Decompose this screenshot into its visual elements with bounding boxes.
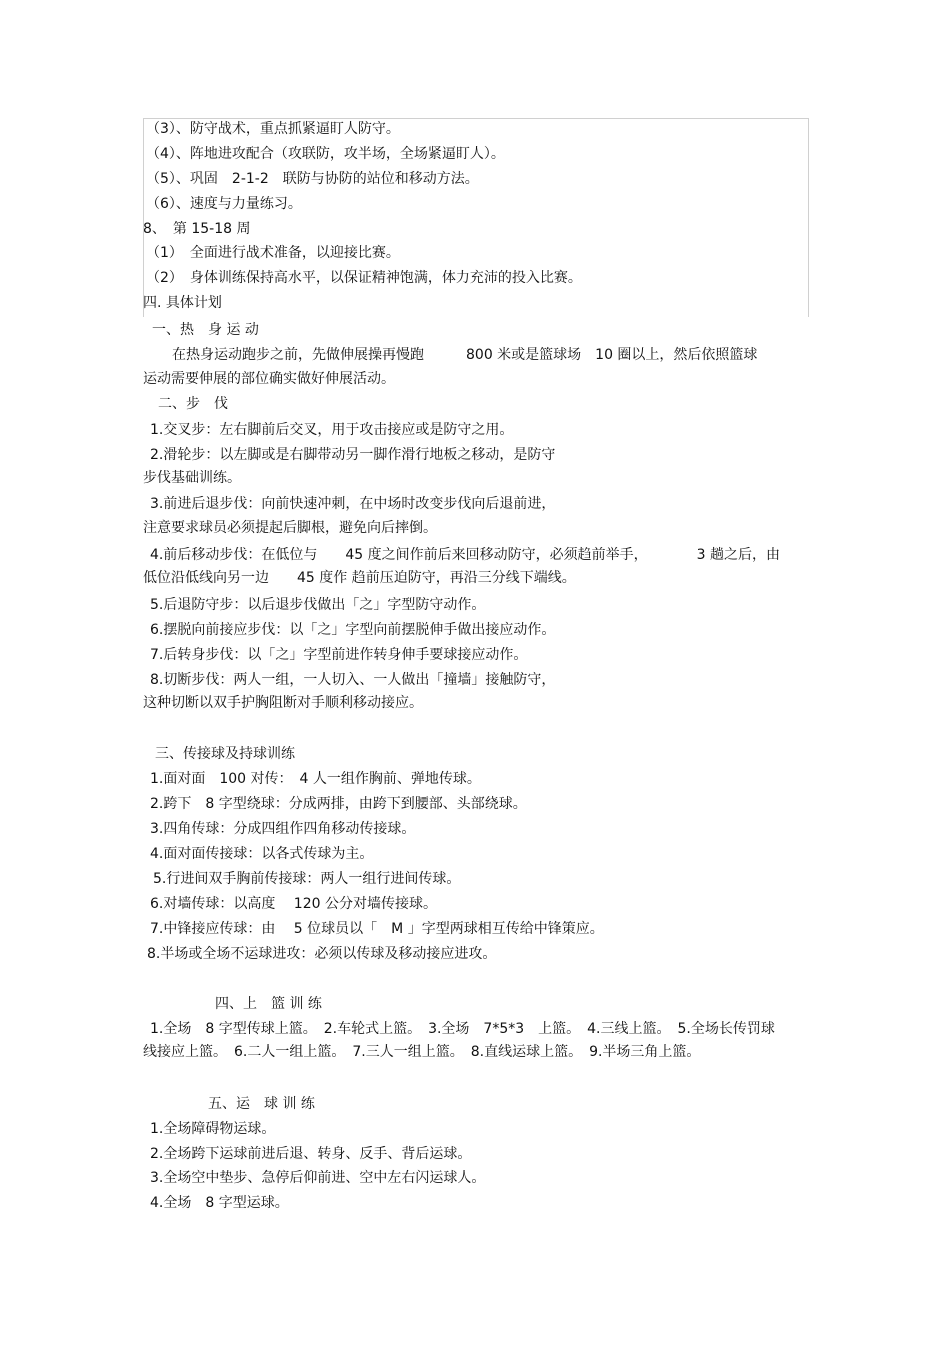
list-item: 7.中锋接应传球：由 5 位球员以「 M 」字型两球相互传给中锋策应。 bbox=[150, 921, 604, 937]
list-item: 6.对墙传球：以高度 120 公分对墙传接球。 bbox=[150, 896, 437, 912]
list-item: 8.切断步伐：两人一组，一人切入、一人做出「撞墙」接触防守， bbox=[150, 672, 556, 688]
schedule-line: （1） 全面进行战术准备，以迎接比赛。 bbox=[146, 245, 400, 261]
schedule-line: （6）、速度与力量练习。 bbox=[146, 196, 302, 212]
list-item: 步伐基础训练。 bbox=[143, 470, 241, 486]
list-item: 4.面对面传接球：以各式传球为主。 bbox=[150, 846, 374, 862]
list-item: 线接应上篮。 6.二人一组上篮。 7.三人一组上篮。 8.直线运球上篮。 9.半场三角上篮。 bbox=[143, 1044, 701, 1060]
list-item: 3.全场空中垫步、急停后仰前进、空中左右闪运球人。 bbox=[150, 1170, 486, 1186]
list-item: 2.跨下 8 字型绕球：分成两排，由跨下到腰部、头部绕球。 bbox=[150, 796, 527, 812]
list-item: 1.交叉步：左右脚前后交叉，用于攻击接应或是防守之用。 bbox=[150, 422, 514, 438]
dribble-heading: 五、运 球 训 练 bbox=[208, 1096, 315, 1112]
list-item: 4.前后移动步伐：在低位与 45 度之间作前后来回移动防守，必须趋前举手， 3 趟之后，由 bbox=[150, 547, 780, 563]
list-item: 5.行进间双手胸前传接球：两人一组行进间传球。 bbox=[153, 871, 461, 887]
list-item: 7.后转身步伐：以「之」字型前进作转身伸手要球接应动作。 bbox=[150, 647, 528, 663]
section-heading: 四. 具体计划 bbox=[143, 295, 222, 311]
schedule-line: （2） 身体训练保持高水平，以保证精神饱满，体力充沛的投入比赛。 bbox=[146, 270, 582, 286]
list-item: 1.全场障碍物运球。 bbox=[150, 1121, 276, 1137]
list-item: 2.滑轮步：以左脚或是右脚带动另一脚作滑行地板之移动，是防守 bbox=[150, 447, 556, 463]
list-item: 3.四角传球：分成四组作四角移动传接球。 bbox=[150, 821, 416, 837]
paragraph-line: 运动需要伸展的部位确实做好伸展活动。 bbox=[143, 371, 395, 387]
list-item: 1.面对面 100 对传： 4 人一组作胸前、弹地传球。 bbox=[150, 771, 481, 787]
schedule-line: （4）、阵地进攻配合（攻联防，攻半场，全场紧逼盯人）。 bbox=[146, 146, 505, 162]
list-item: 8.半场或全场不运球进攻：必须以传球及移动接应进攻。 bbox=[147, 946, 497, 962]
list-item: 低位沿低线向另一边 45 度作 趋前压迫防守，再沿三分线下端线。 bbox=[143, 570, 576, 586]
list-item: 2.全场跨下运球前进后退、转身、反手、背后运球。 bbox=[150, 1146, 472, 1162]
list-item: 3.前进后退步伐：向前快速冲刺，在中场时改变步伐向后退前进， bbox=[150, 496, 556, 512]
list-item: 注意要求球员必须提起后脚根，避免向后摔倒。 bbox=[143, 520, 437, 536]
schedule-line: （3）、防守战术，重点抓紧逼盯人防守。 bbox=[146, 121, 400, 137]
list-item: 1.全场 8 字型传球上篮。 2.车轮式上篮。 3.全场 7*5*3 上篮。 4.三线上篮。 5.全场长传罚球 bbox=[150, 1021, 775, 1037]
footwork-heading: 二、步 伐 bbox=[158, 396, 228, 412]
list-item: 4.全场 8 字型运球。 bbox=[150, 1195, 289, 1211]
list-item: 6.摆脱向前接应步伐：以「之」字型向前摆脱伸手做出接应动作。 bbox=[150, 622, 556, 638]
schedule-line: （5）、巩固 2-1-2 联防与协防的站位和移动方法。 bbox=[146, 171, 479, 187]
layup-heading: 四、上 篮 训 练 bbox=[215, 996, 322, 1012]
list-item: 这种切断以双手护胸阻断对手顺利移动接应。 bbox=[143, 695, 423, 711]
paragraph-line: 在热身运动跑步之前，先做伸展操再慢跑 800 米或是篮球场 10 圈以上，然后依照篮球 bbox=[172, 347, 758, 363]
passing-heading: 三、传接球及持球训练 bbox=[155, 746, 295, 762]
list-item: 5.后退防守步：以后退步伐做出「之」字型防守动作。 bbox=[150, 597, 486, 613]
warmup-heading: 一、热 身 运 动 bbox=[152, 322, 259, 338]
week-heading: 8、 第 15-18 周 bbox=[143, 221, 251, 237]
